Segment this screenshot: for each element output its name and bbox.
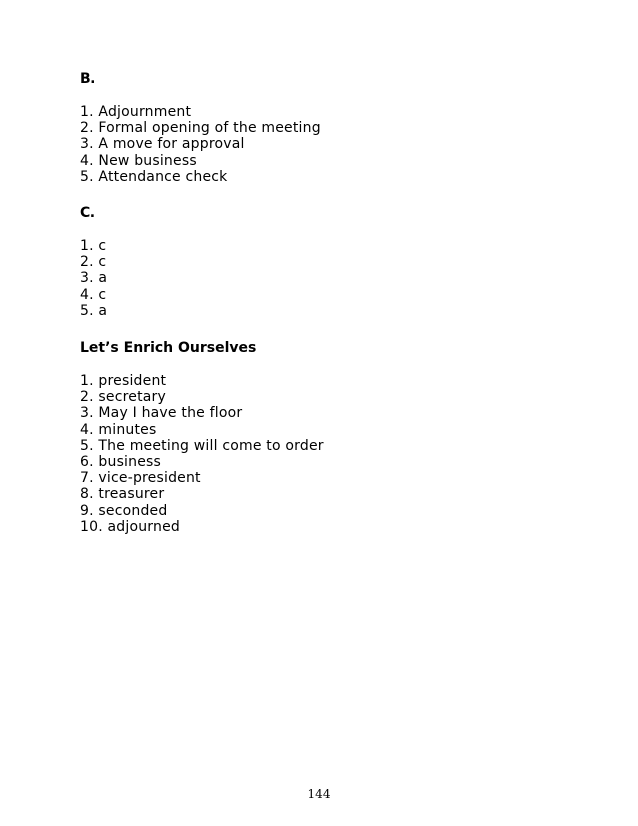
page-number: 144 (307, 787, 331, 801)
list-item: 9. seconded (80, 502, 168, 519)
list-item: 8. treasurer (80, 486, 165, 503)
section-c-list (80, 238, 600, 319)
list-item: 10. adjourned (80, 518, 180, 535)
list-item: 2. secretary (80, 389, 166, 406)
list-item: 4. c (80, 286, 107, 303)
list-item: 7. vice-president (80, 470, 201, 487)
section-b-heading: B. (80, 71, 95, 87)
list-item: 1. Adjournment (80, 104, 192, 120)
list-item: 4. minutes (80, 421, 157, 438)
list-item: 2. c (80, 254, 107, 271)
list-item: 6. business (80, 454, 162, 471)
enrich-ourselves-heading: Let’s Enrich Ourselves (80, 340, 257, 357)
list-item: 5. Attendance check (80, 168, 228, 185)
answer-key-page (80, 62, 600, 535)
section-c-heading: C. (80, 205, 95, 222)
list-item: 1. c (80, 238, 107, 255)
list-item: 3. May I have the floor (80, 405, 243, 422)
list-item: 2. Formal opening of the meeting (80, 120, 321, 137)
list-item: 5. The meeting will come to order (80, 437, 324, 454)
list-item: 3. a (80, 270, 108, 287)
list-item: 3. A move for approval (80, 136, 245, 153)
list-item: 1. president (80, 373, 167, 390)
list-item: 4. New business (80, 152, 197, 169)
section-b-list (80, 104, 600, 185)
enrich-ourselves-list (80, 373, 600, 535)
list-item: 5. a (80, 302, 108, 319)
